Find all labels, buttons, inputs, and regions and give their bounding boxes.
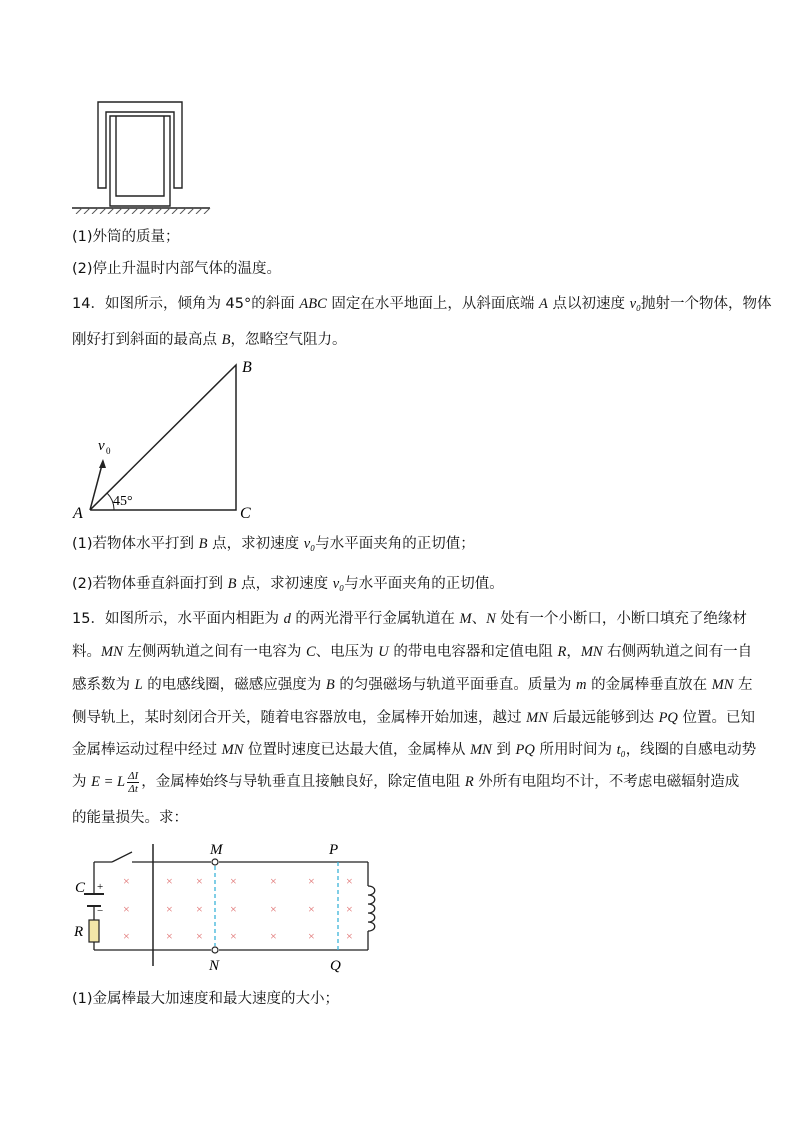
field-cross: × <box>166 902 173 916</box>
label-R: R <box>74 924 84 940</box>
label-v0: v <box>98 438 105 454</box>
formula-fraction: $\frac{\Delta I}{\Delta t}$ <box>128 769 139 795</box>
q15-line4: 侧导轨上，某时刻闭合开关，随着电容器放电，金属棒开始加速，越过 MN 后最远能够到达 PQ 位置。已知 <box>72 710 756 726</box>
q15-line3: 感系数为 L 的电感线圈，磁感应强度为 B 的匀强磁场与轨道平面垂直。质量为 m 的金属棒垂直放在 MN 左 <box>72 677 753 693</box>
minus-sign: − <box>97 905 104 917</box>
field-cross: × <box>270 874 277 888</box>
angle-label: 45° <box>113 494 133 509</box>
field-cross: × <box>123 929 130 943</box>
field-cross: × <box>166 929 173 943</box>
field-cross: × <box>196 929 203 943</box>
field-cross: × <box>308 874 315 888</box>
q13-sub1: (1)外筒的质量； <box>72 229 180 245</box>
field-cross: × <box>230 902 237 916</box>
q15-sub1: (1)金属棒最大加速度和最大速度的大小； <box>72 991 340 1007</box>
field-cross: × <box>196 874 203 888</box>
label-C: C <box>75 880 86 896</box>
q14-sub2: (2)若物体垂直斜面打到 B 点，求初速度 v₀与水平面夹角的正切值。 <box>72 576 504 592</box>
q14-sub1: (1)若物体水平打到 B 点，求初速度 v₀与水平面夹角的正切值； <box>72 536 475 552</box>
label-C: C <box>240 505 251 522</box>
q15-line6: 为 E = L $\frac{\Delta I}{\Delta t}$ ，金属棒始终与导轨垂直且接触良好，除定值电阻 R 外所有电阻均不计，不考虑电磁辐射造成 <box>72 769 740 795</box>
label-M: M <box>210 842 223 858</box>
field-cross: × <box>346 902 353 916</box>
q15-line2: 料。MN 左侧两轨道之间有一电容为 C、电压为 U 的带电电容器和定值电阻 R，MN 右侧两轨道之间有一自 <box>72 644 753 660</box>
circuit-figure <box>70 838 380 978</box>
field-cross: × <box>346 929 353 943</box>
q14-stem-line2: 刚好打到斜面的最高点 B，忽略空气阻力。 <box>72 332 347 348</box>
plus-sign: + <box>97 881 104 893</box>
cylinder-figure <box>70 98 215 214</box>
label-P: P <box>329 842 339 858</box>
q15-line1: 15．如图所示，水平面内相距为 d 的两光滑平行金属轨道在 M、N 处有一个小断口，小断口填充了绝缘材 <box>72 611 747 627</box>
field-cross: × <box>166 874 173 888</box>
field-cross: × <box>308 902 315 916</box>
field-cross: × <box>196 902 203 916</box>
field-cross: × <box>230 929 237 943</box>
q13-sub2: (2)停止升温时内部气体的温度。 <box>72 261 282 277</box>
q14-stem-line1: 14．如图所示，倾角为 45°的斜面 ABC 固定在水平地面上，从斜面底端 A 点以初速度 v₀抛射一个物体，物体 <box>72 296 772 312</box>
field-cross: × <box>123 902 130 916</box>
label-Q: Q <box>330 958 341 974</box>
field-cross: × <box>346 874 353 888</box>
q15-line5: 金属棒运动过程中经过 MN 位置时速度已达最大值，金属棒从 MN 到 PQ 所用时间为 t₀，线圈的自感电动势 <box>72 742 757 758</box>
field-cross: × <box>123 874 130 888</box>
field-cross: × <box>230 874 237 888</box>
q15-line7: 的能量损失。求： <box>72 810 188 826</box>
label-v0-sub: 0 <box>106 446 111 456</box>
field-cross: × <box>308 929 315 943</box>
field-cross: × <box>270 929 277 943</box>
field-cross: × <box>270 902 277 916</box>
label-B: B <box>242 359 252 376</box>
label-N: N <box>209 958 220 974</box>
incline-figure <box>70 355 270 525</box>
label-A: A <box>73 505 83 522</box>
